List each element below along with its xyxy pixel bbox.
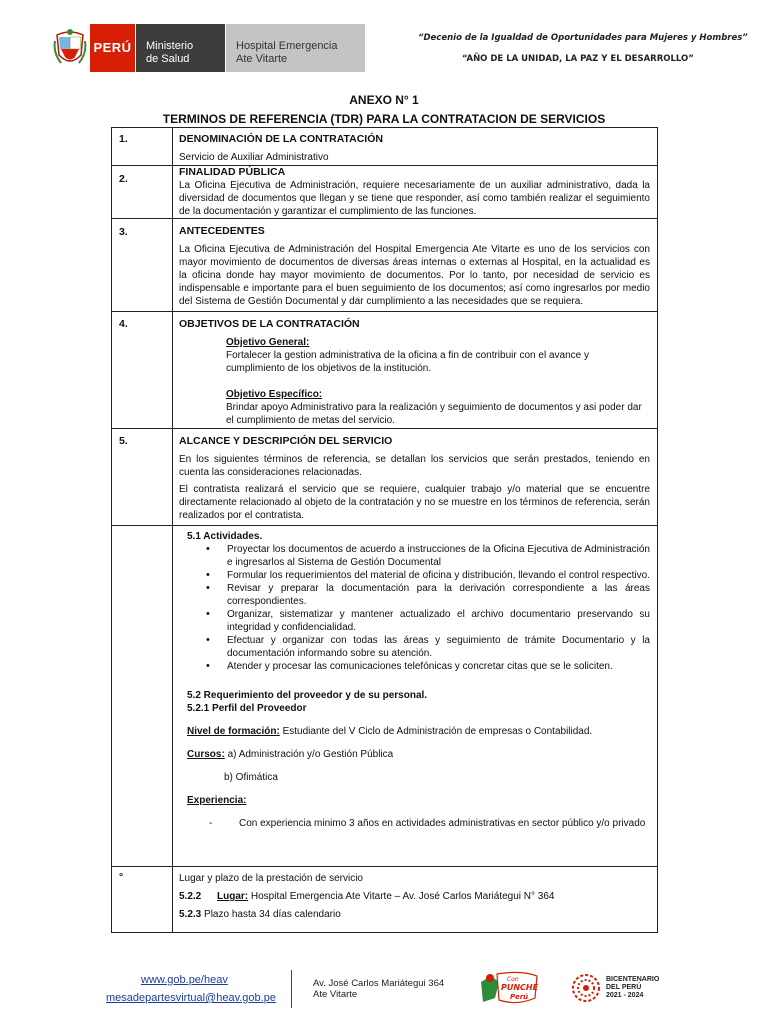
document-title: ANEXO N° 1	[349, 93, 419, 107]
place-number: 5.2.2	[179, 891, 202, 902]
table-row-finalidad	[112, 166, 657, 219]
experience-item: - Con experiencia minimo 3 años en actividades administrativas en sector público y/o privado	[179, 817, 650, 830]
bicentenario-line1: BICENTENARIO	[606, 976, 660, 983]
con-punche-peru-logo	[477, 968, 543, 1008]
general-objective	[179, 336, 650, 375]
term-value: Plazo hasta 34 días calendario	[201, 909, 341, 920]
place-value: Hospital Emergencia Ate Vitarte – Av. José Carlos Mariátegui N° 364	[248, 891, 555, 902]
table-row-lugar-plazo	[112, 867, 657, 932]
section-heading: ANTECEDENTES	[179, 225, 265, 237]
bicentenario-emblem-icon	[570, 972, 602, 1004]
row-content	[179, 872, 650, 921]
email-link[interactable]: mesadepartesvirtual@heav.gob.pe	[106, 992, 276, 1004]
requirements-heading: 5.2 Requerimiento del proveedor y de su personal.	[187, 690, 428, 701]
row-content	[179, 166, 650, 218]
list-item: • Atender y procesar las comunicaciones telefónicas y concretar citas que se le soliciten.	[206, 660, 650, 673]
activities-list	[206, 543, 650, 673]
bicentenario-text	[606, 976, 659, 1000]
term-line	[179, 908, 650, 921]
section-body: La Oficina Ejecutiva de Administración del Hospital Emergencia Ate Vitarte es uno de los servicios con mayor movimiento de documentos de diversas áreas internas o externas al Hospital, en la actualidad es la oficina donde hay mayor movimiento de documentos. Por lo tanto, por necesidad de servicio es indispensable e importante para el buen seguimiento de los documentos; así como ingresarlos por medio del Sistema de Gestión Documental y dar cumplimiento a las necesidades que se requiera.	[179, 244, 650, 307]
campaign-punche: PUNCHE	[501, 983, 539, 992]
bicentenario-logo	[570, 968, 680, 1008]
profile-heading: 5.2.1 Perfil del Proveedor	[187, 703, 307, 714]
section-heading: DENOMINACIÓN DE LA CONTRATACIÓN	[179, 133, 383, 145]
row-number: 2.	[119, 173, 128, 185]
campaign-con: Con	[507, 976, 519, 983]
ministry-line2: de Salud	[146, 52, 190, 65]
hospital-line2: Ate Vitarte	[236, 52, 288, 65]
row-content	[179, 318, 650, 427]
row-number: 3.	[119, 226, 128, 238]
table-row-actividades	[112, 526, 657, 867]
row-content	[179, 133, 650, 164]
table-row-denominacion	[112, 128, 657, 166]
document-subtitle: TERMINOS DE REFERENCIA (TDR) PARA LA CONTRATACION DE SERVICIOS	[162, 112, 606, 126]
campaign-peru: Perú	[510, 993, 529, 1001]
address-line2: Ate Vitarte	[313, 989, 358, 1000]
peru-label: PERÚ	[90, 24, 135, 72]
education-line	[179, 725, 650, 738]
coat-of-arms-icon	[50, 24, 90, 72]
list-item: • Efectuar y organizar con todas las áreas y seguimiento de trámite Documentario y la documentación informando sobre su atención.	[206, 634, 650, 660]
education-label: Nivel de formación:	[187, 726, 280, 737]
hospital-line1: Hospital Emergencia	[236, 40, 338, 52]
header-logo-bar	[50, 24, 412, 72]
place-term-heading: Lugar y plazo de la prestación de servicio	[179, 873, 363, 884]
bicentenario-line3: 2021 - 2024	[606, 992, 644, 999]
bicentenario-line2: DEL PERÚ	[606, 984, 642, 991]
section-body: Servicio de Auxiliar Administrativo	[179, 152, 329, 163]
row-number: 4.	[119, 318, 128, 330]
general-objective-text: Fortalecer la gestion administrativa de la oficina a fin de contribuir con el avance y cumplimiento de los objetivos de la institución.	[226, 350, 589, 374]
place-label: Lugar:	[217, 891, 249, 902]
courses-label: Cursos:	[187, 749, 225, 760]
section-body: La Oficina Ejecutiva de Administración, requiere necesariamente de un auxiliar administrativo, dada la diversidad de documentos que llegan y se tiene que responder, así como también realizar el seguimiento de la documentación y garantizar el cumplimiento de las funciones.	[179, 180, 650, 217]
courses-value-b: b) Ofimática	[224, 772, 278, 783]
list-item: • Revisar y preparar la documentación para la derivación correspondiente a las áreas correspondientes.	[206, 582, 650, 608]
specific-objective	[179, 388, 650, 427]
place-line	[179, 890, 650, 903]
row-number: 1.	[119, 133, 128, 145]
list-item: • Organizar, sistematizar y mantener actualizado el archivo documentario preservando su integridad y confidencialidad.	[206, 608, 650, 634]
activities-heading: 5.1 Actividades.	[187, 531, 263, 542]
general-objective-label: Objetivo General:	[226, 337, 310, 348]
footer-divider	[291, 970, 292, 1008]
scope-paragraph-1: En los siguientes términos de referencia, se detallan los servicios que serán prestados, teniendo en cuenta las consideraciones relacionadas.	[179, 454, 650, 478]
tdr-table	[111, 127, 658, 933]
table-row-antecedentes	[112, 219, 657, 312]
section-heading: FINALIDAD PÚBLICA	[179, 166, 286, 178]
experience-label: Experiencia:	[187, 795, 247, 806]
ministry-line1: Ministerio	[146, 40, 194, 52]
specific-objective-label: Objetivo Específico:	[226, 389, 323, 400]
courses-value-a: a) Administración y/o Gestión Pública	[224, 749, 394, 760]
footer-address	[313, 978, 444, 1000]
row-content	[179, 225, 650, 308]
education-value: Estudiante del V Ciclo de Administración de empresas o Contabilidad.	[279, 726, 593, 737]
scope-paragraph-2: El contratista realizará el servicio que se requiere, cualquier trabajo y/o material que se encuentre directamente relacionado al objeto de la contratación y no se muestre en los términos de referencia, serán realizados por el contratista.	[179, 484, 650, 521]
table-row-alcance	[112, 429, 657, 526]
specific-objective-text: Brindar apoyo Administrativo para la realización y seguimiento de documentos y asi poder dar el cumplimiento de metas del servicio.	[226, 402, 642, 426]
row-content	[179, 530, 650, 830]
address-line1: Av. José Carlos Mariátegui 364	[313, 978, 445, 989]
term-number: 5.2.3	[179, 909, 202, 920]
decenio-tagline: “Decenio de la Igualdad de Oportunidades para Mujeres y Hombres”	[418, 33, 748, 43]
courses-line	[179, 748, 650, 761]
section-heading: OBJETIVOS DE LA CONTRATACIÓN	[179, 318, 360, 330]
row-number: 5.	[119, 435, 128, 447]
row-number: °	[119, 871, 124, 883]
row-content	[179, 435, 650, 522]
ministry-label	[135, 24, 225, 72]
section-heading: ALCANCE Y DESCRIPCIÓN DEL SERVICIO	[179, 435, 393, 447]
website-link[interactable]: www.gob.pe/heav	[141, 974, 228, 986]
list-item: • Formular los requerimientos del material de oficina y distribución, llevando el control respectivo.	[206, 569, 650, 582]
table-row-objetivos	[112, 312, 657, 429]
year-tagline: “AÑO DE LA UNIDAD, LA PAZ Y EL DESARROLLO”	[462, 54, 694, 64]
list-item: • Proyectar los documentos de acuerdo a instrucciones de la Oficina Ejecutiva de Administración e ingresarlos al Sistema de Gestión Documental	[206, 543, 650, 569]
hospital-label	[225, 24, 365, 72]
